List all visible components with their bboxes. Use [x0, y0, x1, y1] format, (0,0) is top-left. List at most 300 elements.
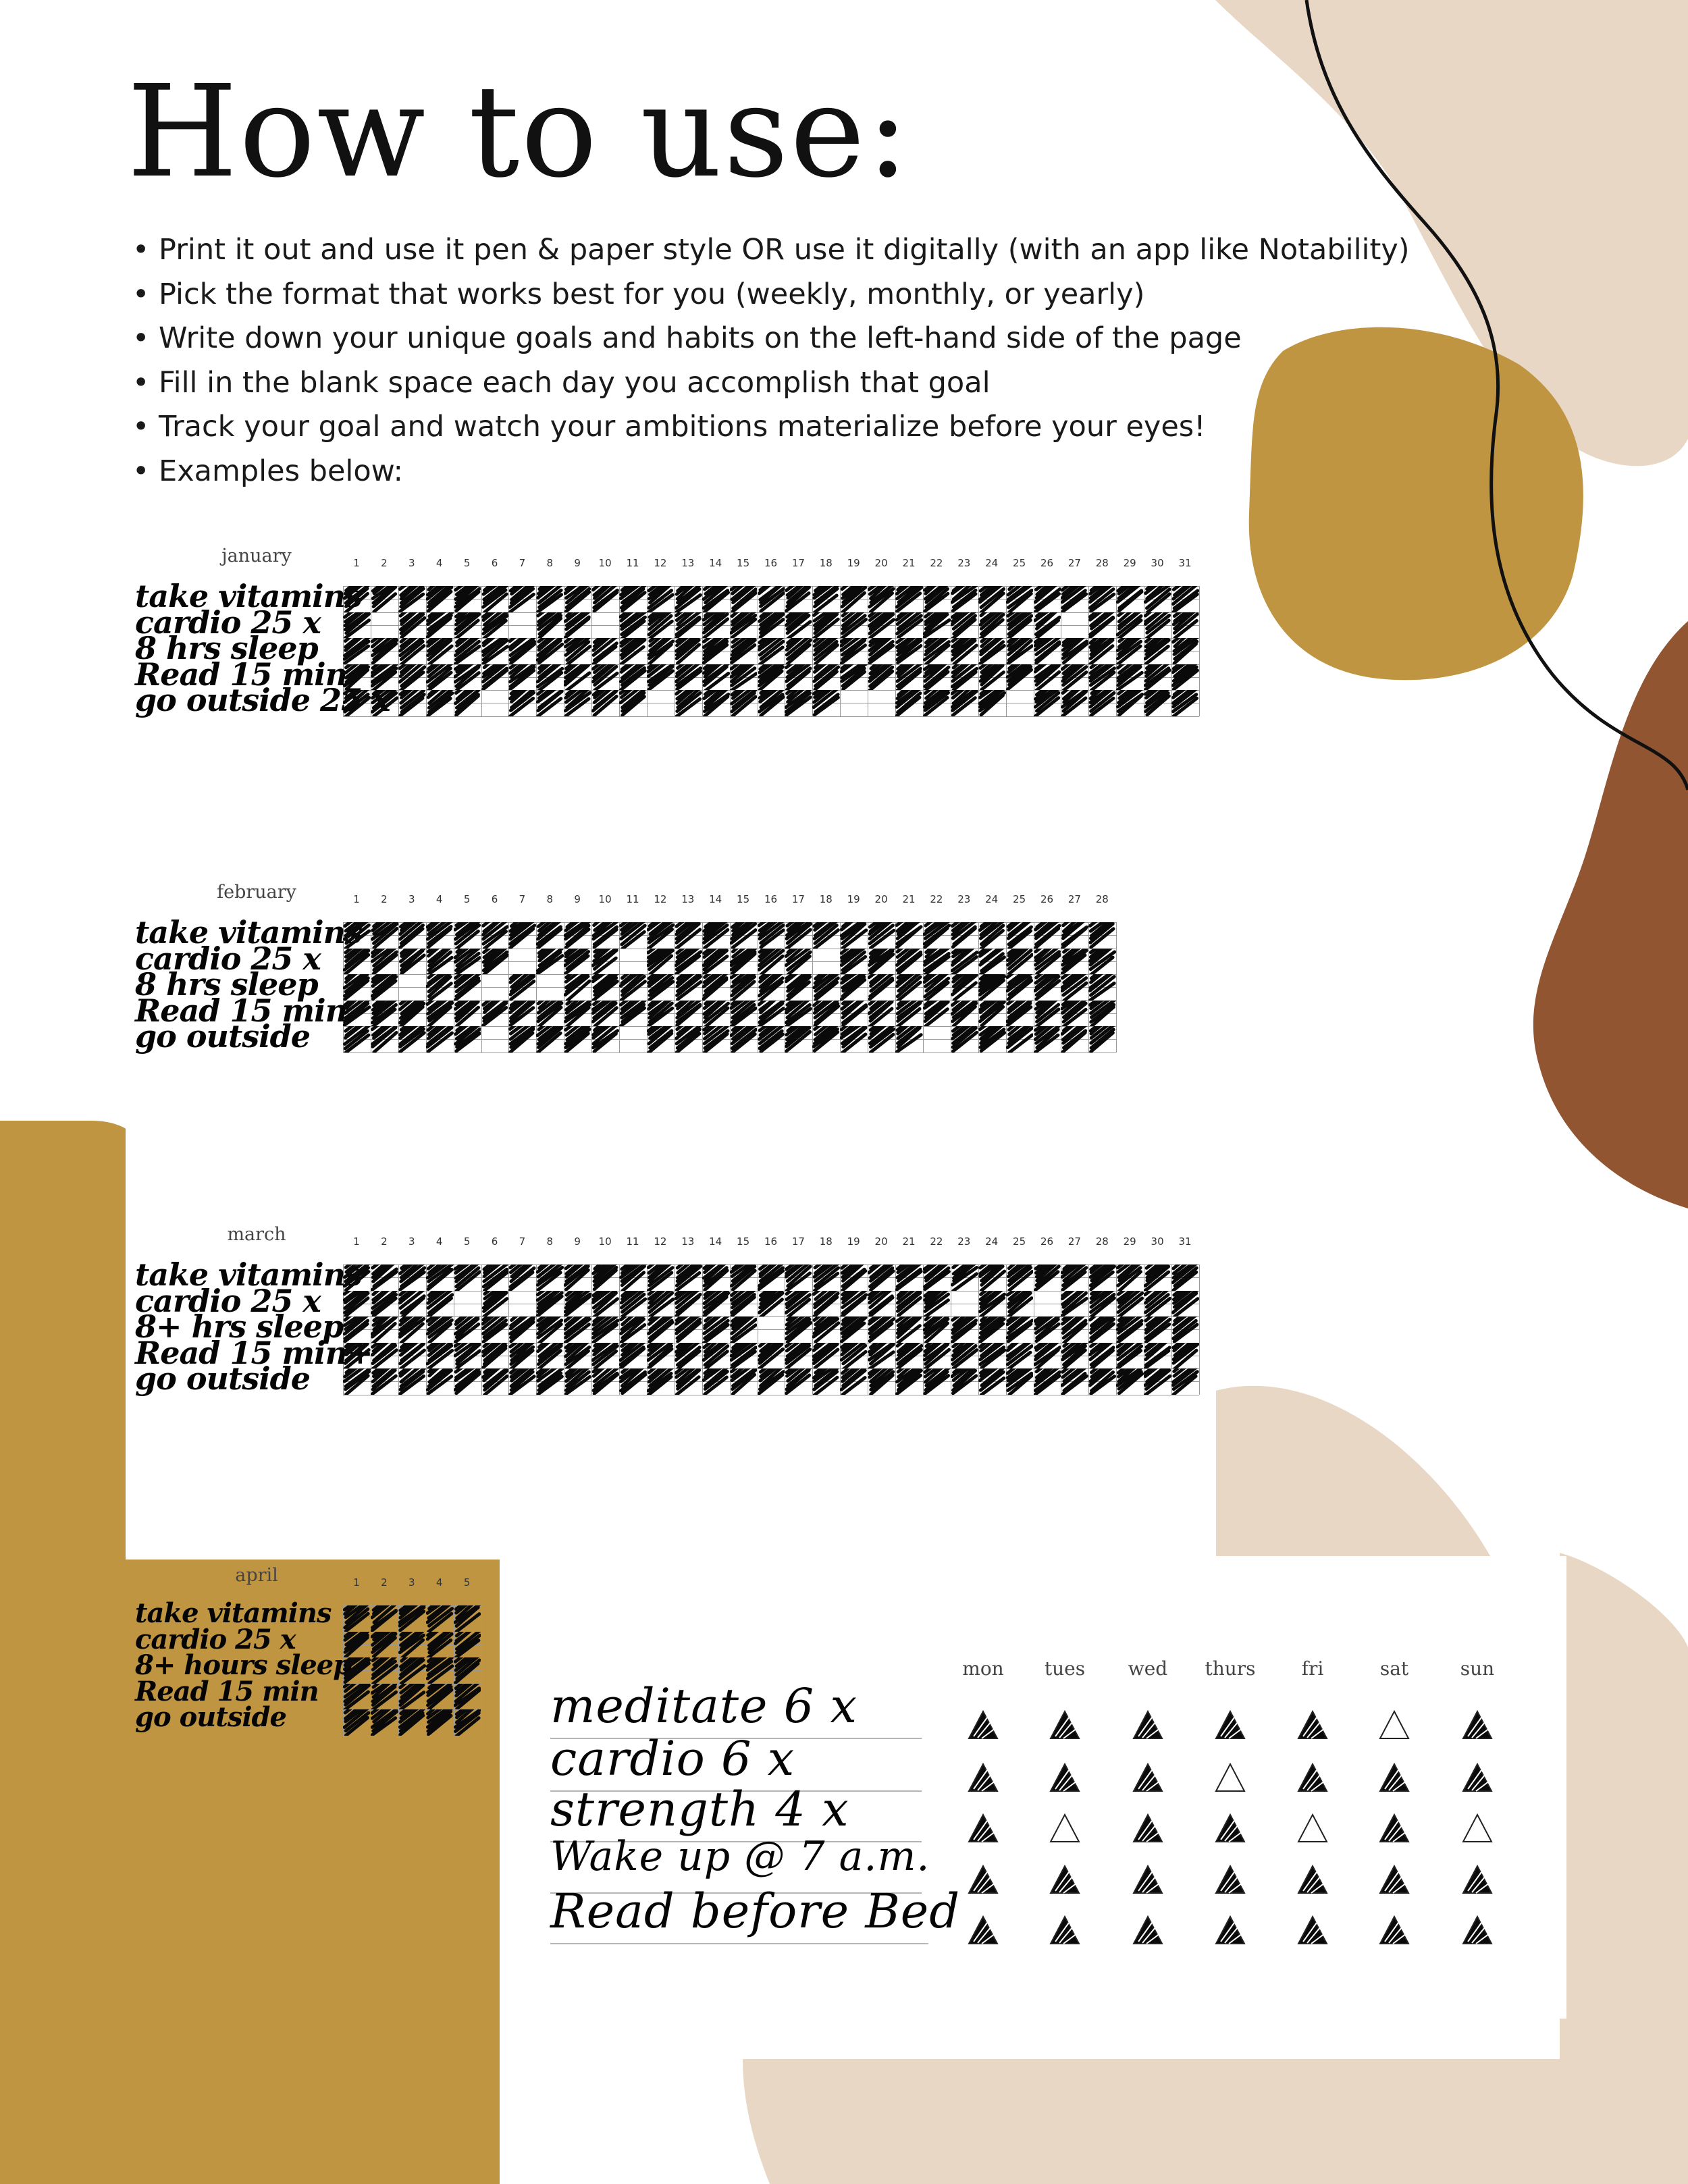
- filled-day-mark[interactable]: [619, 1291, 647, 1317]
- filled-day-mark[interactable]: [508, 1264, 536, 1291]
- filled-day-mark[interactable]: [1088, 974, 1116, 1001]
- filled-day-mark[interactable]: [481, 1264, 509, 1291]
- filled-day-mark[interactable]: [398, 1026, 426, 1053]
- filled-day-mark[interactable]: [647, 664, 675, 691]
- filled-day-mark[interactable]: [1061, 638, 1088, 664]
- filled-day-mark[interactable]: [371, 949, 398, 975]
- filled-day-mark[interactable]: [454, 922, 481, 949]
- filled-day-mark[interactable]: [758, 1264, 785, 1291]
- filled-day-mark[interactable]: [371, 974, 398, 1001]
- filled-day-mark[interactable]: [758, 690, 785, 716]
- filled-day-mark[interactable]: [454, 612, 481, 639]
- filled-day-mark[interactable]: [619, 1368, 647, 1395]
- filled-day-mark[interactable]: [895, 1343, 923, 1369]
- filled-day-mark[interactable]: [730, 922, 758, 949]
- filled-day-mark[interactable]: [564, 586, 591, 612]
- filled-day-mark[interactable]: [1088, 1368, 1116, 1395]
- filled-day-mark[interactable]: [785, 1316, 812, 1343]
- filled-day-mark[interactable]: [1088, 690, 1116, 716]
- filled-day-mark[interactable]: [647, 1291, 675, 1317]
- filled-day-mark[interactable]: [1061, 664, 1088, 691]
- filled-day-mark[interactable]: [702, 1001, 730, 1027]
- filled-day-mark[interactable]: [591, 1316, 619, 1343]
- filled-day-mark[interactable]: [481, 1001, 509, 1027]
- filled-day-mark[interactable]: [591, 1026, 619, 1053]
- filled-day-mark[interactable]: [1034, 1316, 1061, 1343]
- filled-day-mark[interactable]: [1144, 1316, 1171, 1343]
- filled-day-mark[interactable]: [978, 949, 1006, 975]
- filled-day-mark[interactable]: [1006, 664, 1034, 691]
- filled-day-mark[interactable]: [398, 1632, 426, 1658]
- filled-day-mark[interactable]: [536, 586, 564, 612]
- filled-day-mark[interactable]: [1144, 1343, 1171, 1369]
- triangle-filled-icon[interactable]: [967, 1813, 999, 1844]
- filled-day-mark[interactable]: [1171, 612, 1199, 639]
- filled-day-mark[interactable]: [454, 1709, 481, 1736]
- filled-day-mark[interactable]: [978, 690, 1006, 716]
- filled-day-mark[interactable]: [840, 974, 868, 1001]
- filled-day-mark[interactable]: [481, 922, 509, 949]
- filled-day-mark[interactable]: [371, 1657, 398, 1684]
- filled-day-mark[interactable]: [868, 1291, 895, 1317]
- filled-day-mark[interactable]: [675, 1291, 702, 1317]
- filled-day-mark[interactable]: [619, 974, 647, 1001]
- filled-day-mark[interactable]: [371, 1264, 398, 1291]
- filled-day-mark[interactable]: [343, 922, 371, 949]
- filled-day-mark[interactable]: [1061, 1343, 1088, 1369]
- filled-day-mark[interactable]: [647, 1001, 675, 1027]
- filled-day-mark[interactable]: [895, 1026, 923, 1053]
- filled-day-mark[interactable]: [591, 949, 619, 975]
- filled-day-mark[interactable]: [564, 1264, 591, 1291]
- filled-day-mark[interactable]: [923, 949, 951, 975]
- filled-day-mark[interactable]: [591, 1368, 619, 1395]
- filled-day-mark[interactable]: [758, 949, 785, 975]
- filled-day-mark[interactable]: [591, 1264, 619, 1291]
- filled-day-mark[interactable]: [1006, 638, 1034, 664]
- filled-day-mark[interactable]: [812, 1343, 840, 1369]
- triangle-filled-icon[interactable]: [1378, 1762, 1410, 1793]
- filled-day-mark[interactable]: [785, 664, 812, 691]
- filled-day-mark[interactable]: [730, 1368, 758, 1395]
- filled-day-mark[interactable]: [1061, 1001, 1088, 1027]
- filled-day-mark[interactable]: [675, 612, 702, 639]
- filled-day-mark[interactable]: [508, 1343, 536, 1369]
- triangle-filled-icon[interactable]: [1214, 1864, 1246, 1895]
- filled-day-mark[interactable]: [923, 1316, 951, 1343]
- filled-day-mark[interactable]: [951, 974, 978, 1001]
- filled-day-mark[interactable]: [536, 1316, 564, 1343]
- triangle-filled-icon[interactable]: [1132, 1864, 1164, 1895]
- filled-day-mark[interactable]: [454, 1632, 481, 1658]
- filled-day-mark[interactable]: [702, 612, 730, 639]
- filled-day-mark[interactable]: [1088, 1026, 1116, 1053]
- filled-day-mark[interactable]: [564, 1368, 591, 1395]
- filled-day-mark[interactable]: [536, 1001, 564, 1027]
- filled-day-mark[interactable]: [1061, 974, 1088, 1001]
- filled-day-mark[interactable]: [536, 690, 564, 716]
- triangle-filled-icon[interactable]: [1378, 1915, 1410, 1946]
- filled-day-mark[interactable]: [675, 1316, 702, 1343]
- filled-day-mark[interactable]: [758, 612, 785, 639]
- filled-day-mark[interactable]: [647, 1368, 675, 1395]
- filled-day-mark[interactable]: [1116, 638, 1144, 664]
- filled-day-mark[interactable]: [785, 638, 812, 664]
- filled-day-mark[interactable]: [1034, 1026, 1061, 1053]
- filled-day-mark[interactable]: [1088, 1291, 1116, 1317]
- filled-day-mark[interactable]: [1061, 1316, 1088, 1343]
- filled-day-mark[interactable]: [343, 1368, 371, 1395]
- filled-day-mark[interactable]: [647, 612, 675, 639]
- filled-day-mark[interactable]: [730, 974, 758, 1001]
- filled-day-mark[interactable]: [398, 1709, 426, 1736]
- triangle-empty-icon[interactable]: [1461, 1813, 1494, 1844]
- filled-day-mark[interactable]: [840, 1026, 868, 1053]
- filled-day-mark[interactable]: [895, 612, 923, 639]
- filled-day-mark[interactable]: [1088, 664, 1116, 691]
- filled-day-mark[interactable]: [343, 974, 371, 1001]
- filled-day-mark[interactable]: [812, 1001, 840, 1027]
- triangle-filled-icon[interactable]: [1132, 1915, 1164, 1946]
- filled-day-mark[interactable]: [868, 1026, 895, 1053]
- filled-day-mark[interactable]: [923, 974, 951, 1001]
- filled-day-mark[interactable]: [840, 1343, 868, 1369]
- filled-day-mark[interactable]: [895, 1291, 923, 1317]
- filled-day-mark[interactable]: [702, 949, 730, 975]
- filled-day-mark[interactable]: [895, 586, 923, 612]
- filled-day-mark[interactable]: [758, 922, 785, 949]
- filled-day-mark[interactable]: [812, 638, 840, 664]
- filled-day-mark[interactable]: [647, 1316, 675, 1343]
- filled-day-mark[interactable]: [1061, 949, 1088, 975]
- filled-day-mark[interactable]: [675, 1264, 702, 1291]
- filled-day-mark[interactable]: [426, 1264, 454, 1291]
- filled-day-mark[interactable]: [758, 1291, 785, 1317]
- filled-day-mark[interactable]: [1116, 1343, 1144, 1369]
- filled-day-mark[interactable]: [1006, 922, 1034, 949]
- filled-day-mark[interactable]: [785, 1001, 812, 1027]
- filled-day-mark[interactable]: [1034, 1264, 1061, 1291]
- filled-day-mark[interactable]: [1088, 1343, 1116, 1369]
- filled-day-mark[interactable]: [702, 1264, 730, 1291]
- filled-day-mark[interactable]: [675, 664, 702, 691]
- filled-day-mark[interactable]: [647, 949, 675, 975]
- filled-day-mark[interactable]: [895, 1316, 923, 1343]
- filled-day-mark[interactable]: [619, 586, 647, 612]
- filled-day-mark[interactable]: [647, 638, 675, 664]
- triangle-filled-icon[interactable]: [967, 1762, 999, 1793]
- filled-day-mark[interactable]: [1061, 1026, 1088, 1053]
- filled-day-mark[interactable]: [675, 586, 702, 612]
- filled-day-mark[interactable]: [895, 974, 923, 1001]
- filled-day-mark[interactable]: [536, 638, 564, 664]
- filled-day-mark[interactable]: [454, 664, 481, 691]
- filled-day-mark[interactable]: [675, 1001, 702, 1027]
- filled-day-mark[interactable]: [371, 1605, 398, 1632]
- filled-day-mark[interactable]: [1171, 1368, 1199, 1395]
- filled-day-mark[interactable]: [426, 974, 454, 1001]
- filled-day-mark[interactable]: [454, 1343, 481, 1369]
- filled-day-mark[interactable]: [730, 664, 758, 691]
- filled-day-mark[interactable]: [481, 612, 509, 639]
- filled-day-mark[interactable]: [785, 949, 812, 975]
- filled-day-mark[interactable]: [508, 1368, 536, 1395]
- filled-day-mark[interactable]: [1061, 1264, 1088, 1291]
- filled-day-mark[interactable]: [1088, 1264, 1116, 1291]
- filled-day-mark[interactable]: [868, 1343, 895, 1369]
- filled-day-mark[interactable]: [923, 664, 951, 691]
- filled-day-mark[interactable]: [398, 612, 426, 639]
- filled-day-mark[interactable]: [1034, 922, 1061, 949]
- filled-day-mark[interactable]: [591, 690, 619, 716]
- filled-day-mark[interactable]: [454, 1605, 481, 1632]
- filled-day-mark[interactable]: [951, 690, 978, 716]
- filled-day-mark[interactable]: [564, 638, 591, 664]
- filled-day-mark[interactable]: [758, 1343, 785, 1369]
- filled-day-mark[interactable]: [454, 1657, 481, 1684]
- filled-day-mark[interactable]: [868, 1001, 895, 1027]
- filled-day-mark[interactable]: [426, 922, 454, 949]
- filled-day-mark[interactable]: [591, 974, 619, 1001]
- triangle-filled-icon[interactable]: [1214, 1915, 1246, 1946]
- filled-day-mark[interactable]: [371, 1001, 398, 1027]
- filled-day-mark[interactable]: [785, 1264, 812, 1291]
- filled-day-mark[interactable]: [785, 1026, 812, 1053]
- filled-day-mark[interactable]: [343, 1709, 371, 1736]
- filled-day-mark[interactable]: [564, 664, 591, 691]
- filled-day-mark[interactable]: [785, 1291, 812, 1317]
- filled-day-mark[interactable]: [1116, 690, 1144, 716]
- filled-day-mark[interactable]: [951, 664, 978, 691]
- triangle-filled-icon[interactable]: [1461, 1762, 1494, 1793]
- filled-day-mark[interactable]: [812, 1316, 840, 1343]
- filled-day-mark[interactable]: [619, 612, 647, 639]
- filled-day-mark[interactable]: [1116, 612, 1144, 639]
- filled-day-mark[interactable]: [564, 1001, 591, 1027]
- filled-day-mark[interactable]: [398, 949, 426, 975]
- filled-day-mark[interactable]: [1061, 586, 1088, 612]
- filled-day-mark[interactable]: [481, 1343, 509, 1369]
- filled-day-mark[interactable]: [951, 922, 978, 949]
- filled-day-mark[interactable]: [398, 664, 426, 691]
- filled-day-mark[interactable]: [951, 949, 978, 975]
- filled-day-mark[interactable]: [923, 1001, 951, 1027]
- filled-day-mark[interactable]: [1144, 1368, 1171, 1395]
- filled-day-mark[interactable]: [1061, 1291, 1088, 1317]
- filled-day-mark[interactable]: [454, 1264, 481, 1291]
- filled-day-mark[interactable]: [840, 1001, 868, 1027]
- filled-day-mark[interactable]: [454, 1316, 481, 1343]
- filled-day-mark[interactable]: [1006, 1291, 1034, 1317]
- filled-day-mark[interactable]: [371, 1684, 398, 1710]
- filled-day-mark[interactable]: [1034, 1001, 1061, 1027]
- filled-day-mark[interactable]: [591, 1291, 619, 1317]
- filled-day-mark[interactable]: [398, 1264, 426, 1291]
- filled-day-mark[interactable]: [675, 638, 702, 664]
- filled-day-mark[interactable]: [398, 1316, 426, 1343]
- filled-day-mark[interactable]: [840, 922, 868, 949]
- filled-day-mark[interactable]: [923, 690, 951, 716]
- filled-day-mark[interactable]: [812, 1026, 840, 1053]
- filled-day-mark[interactable]: [1006, 1368, 1034, 1395]
- filled-day-mark[interactable]: [951, 1264, 978, 1291]
- filled-day-mark[interactable]: [536, 1368, 564, 1395]
- filled-day-mark[interactable]: [454, 638, 481, 664]
- filled-day-mark[interactable]: [481, 949, 509, 975]
- filled-day-mark[interactable]: [951, 1368, 978, 1395]
- filled-day-mark[interactable]: [536, 922, 564, 949]
- filled-day-mark[interactable]: [1034, 664, 1061, 691]
- filled-day-mark[interactable]: [812, 1368, 840, 1395]
- filled-day-mark[interactable]: [426, 1605, 454, 1632]
- filled-day-mark[interactable]: [591, 1343, 619, 1369]
- filled-day-mark[interactable]: [730, 1343, 758, 1369]
- filled-day-mark[interactable]: [702, 638, 730, 664]
- filled-day-mark[interactable]: [371, 1632, 398, 1658]
- filled-day-mark[interactable]: [508, 586, 536, 612]
- filled-day-mark[interactable]: [702, 1291, 730, 1317]
- filled-day-mark[interactable]: [619, 922, 647, 949]
- filled-day-mark[interactable]: [1006, 586, 1034, 612]
- filled-day-mark[interactable]: [1061, 690, 1088, 716]
- filled-day-mark[interactable]: [812, 1291, 840, 1317]
- filled-day-mark[interactable]: [840, 1264, 868, 1291]
- filled-day-mark[interactable]: [454, 1026, 481, 1053]
- filled-day-mark[interactable]: [647, 586, 675, 612]
- filled-day-mark[interactable]: [785, 922, 812, 949]
- filled-day-mark[interactable]: [1171, 638, 1199, 664]
- triangle-filled-icon[interactable]: [967, 1709, 999, 1740]
- filled-day-mark[interactable]: [868, 1264, 895, 1291]
- filled-day-mark[interactable]: [895, 922, 923, 949]
- filled-day-mark[interactable]: [868, 612, 895, 639]
- filled-day-mark[interactable]: [702, 664, 730, 691]
- filled-day-mark[interactable]: [675, 974, 702, 1001]
- filled-day-mark[interactable]: [508, 664, 536, 691]
- triangle-filled-icon[interactable]: [1296, 1709, 1329, 1740]
- filled-day-mark[interactable]: [564, 690, 591, 716]
- filled-day-mark[interactable]: [508, 1001, 536, 1027]
- filled-day-mark[interactable]: [426, 1368, 454, 1395]
- filled-day-mark[interactable]: [978, 1026, 1006, 1053]
- filled-day-mark[interactable]: [868, 949, 895, 975]
- filled-day-mark[interactable]: [371, 1368, 398, 1395]
- filled-day-mark[interactable]: [730, 1291, 758, 1317]
- filled-day-mark[interactable]: [1116, 1316, 1144, 1343]
- filled-day-mark[interactable]: [702, 974, 730, 1001]
- filled-day-mark[interactable]: [785, 974, 812, 1001]
- filled-day-mark[interactable]: [923, 1368, 951, 1395]
- filled-day-mark[interactable]: [951, 612, 978, 639]
- filled-day-mark[interactable]: [591, 586, 619, 612]
- filled-day-mark[interactable]: [1034, 974, 1061, 1001]
- filled-day-mark[interactable]: [426, 1026, 454, 1053]
- filled-day-mark[interactable]: [978, 1316, 1006, 1343]
- filled-day-mark[interactable]: [978, 612, 1006, 639]
- filled-day-mark[interactable]: [426, 1316, 454, 1343]
- filled-day-mark[interactable]: [1061, 922, 1088, 949]
- filled-day-mark[interactable]: [895, 1001, 923, 1027]
- filled-day-mark[interactable]: [1006, 1316, 1034, 1343]
- triangle-filled-icon[interactable]: [1461, 1864, 1494, 1895]
- filled-day-mark[interactable]: [923, 1264, 951, 1291]
- filled-day-mark[interactable]: [564, 1343, 591, 1369]
- filled-day-mark[interactable]: [812, 690, 840, 716]
- filled-day-mark[interactable]: [426, 1709, 454, 1736]
- filled-day-mark[interactable]: [591, 664, 619, 691]
- filled-day-mark[interactable]: [978, 974, 1006, 1001]
- filled-day-mark[interactable]: [426, 612, 454, 639]
- filled-day-mark[interactable]: [730, 1026, 758, 1053]
- filled-day-mark[interactable]: [1006, 1001, 1034, 1027]
- filled-day-mark[interactable]: [1088, 612, 1116, 639]
- filled-day-mark[interactable]: [426, 586, 454, 612]
- filled-day-mark[interactable]: [923, 612, 951, 639]
- filled-day-mark[interactable]: [508, 974, 536, 1001]
- filled-day-mark[interactable]: [536, 1291, 564, 1317]
- filled-day-mark[interactable]: [398, 586, 426, 612]
- filled-day-mark[interactable]: [647, 1343, 675, 1369]
- filled-day-mark[interactable]: [508, 690, 536, 716]
- filled-day-mark[interactable]: [454, 1684, 481, 1710]
- filled-day-mark[interactable]: [868, 1316, 895, 1343]
- filled-day-mark[interactable]: [398, 1368, 426, 1395]
- filled-day-mark[interactable]: [619, 638, 647, 664]
- filled-day-mark[interactable]: [1171, 1264, 1199, 1291]
- filled-day-mark[interactable]: [1144, 586, 1171, 612]
- filled-day-mark[interactable]: [812, 1264, 840, 1291]
- filled-day-mark[interactable]: [454, 586, 481, 612]
- filled-day-mark[interactable]: [978, 638, 1006, 664]
- filled-day-mark[interactable]: [481, 1316, 509, 1343]
- filled-day-mark[interactable]: [426, 1632, 454, 1658]
- filled-day-mark[interactable]: [426, 690, 454, 716]
- filled-day-mark[interactable]: [564, 612, 591, 639]
- filled-day-mark[interactable]: [564, 1026, 591, 1053]
- filled-day-mark[interactable]: [1144, 612, 1171, 639]
- filled-day-mark[interactable]: [647, 974, 675, 1001]
- filled-day-mark[interactable]: [868, 974, 895, 1001]
- filled-day-mark[interactable]: [1061, 1368, 1088, 1395]
- filled-day-mark[interactable]: [481, 638, 509, 664]
- filled-day-mark[interactable]: [785, 1368, 812, 1395]
- filled-day-mark[interactable]: [398, 690, 426, 716]
- filled-day-mark[interactable]: [398, 1291, 426, 1317]
- filled-day-mark[interactable]: [702, 1343, 730, 1369]
- filled-day-mark[interactable]: [426, 664, 454, 691]
- filled-day-mark[interactable]: [343, 638, 371, 664]
- filled-day-mark[interactable]: [1088, 1001, 1116, 1027]
- filled-day-mark[interactable]: [371, 922, 398, 949]
- filled-day-mark[interactable]: [371, 1709, 398, 1736]
- filled-day-mark[interactable]: [951, 1001, 978, 1027]
- filled-day-mark[interactable]: [1088, 949, 1116, 975]
- filled-day-mark[interactable]: [1088, 1316, 1116, 1343]
- filled-day-mark[interactable]: [1034, 586, 1061, 612]
- filled-day-mark[interactable]: [1006, 1343, 1034, 1369]
- filled-day-mark[interactable]: [591, 1001, 619, 1027]
- filled-day-mark[interactable]: [536, 1264, 564, 1291]
- filled-day-mark[interactable]: [923, 1291, 951, 1317]
- filled-day-mark[interactable]: [536, 1026, 564, 1053]
- filled-day-mark[interactable]: [1006, 949, 1034, 975]
- filled-day-mark[interactable]: [371, 586, 398, 612]
- filled-day-mark[interactable]: [371, 1343, 398, 1369]
- filled-day-mark[interactable]: [371, 690, 398, 716]
- filled-day-mark[interactable]: [343, 1657, 371, 1684]
- filled-day-mark[interactable]: [785, 1343, 812, 1369]
- filled-day-mark[interactable]: [1034, 1368, 1061, 1395]
